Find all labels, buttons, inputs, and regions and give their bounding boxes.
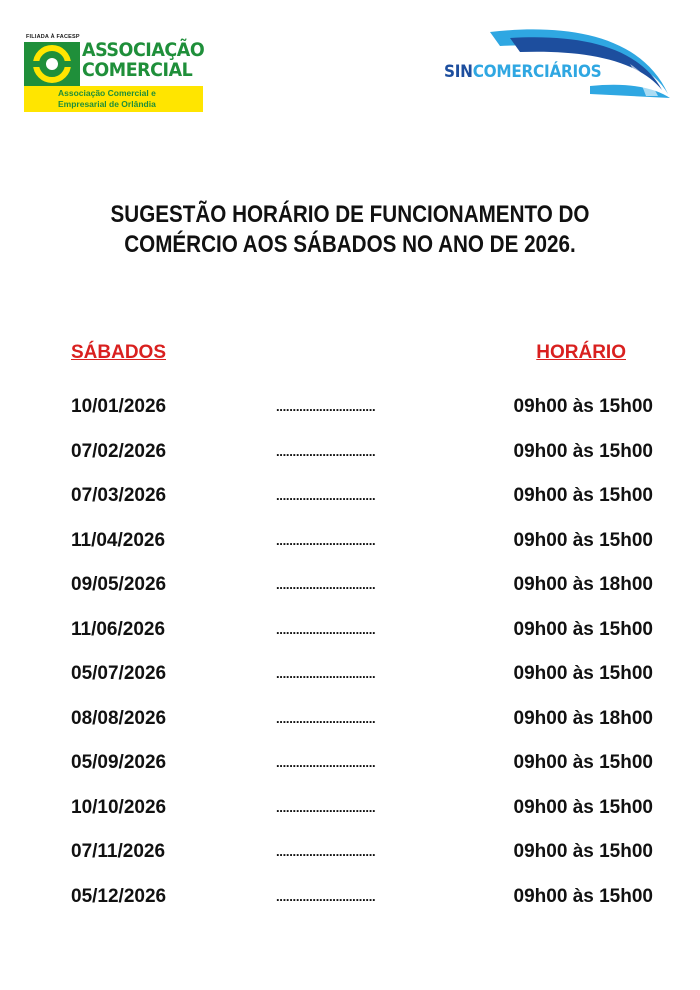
row-dot-leader: .............................. bbox=[276, 488, 376, 503]
row-hours: 09h00 às 15h00 bbox=[513, 396, 653, 417]
schedule-row bbox=[0, 530, 700, 575]
associacao-comercial-logo bbox=[24, 34, 204, 114]
schedule-row bbox=[0, 396, 700, 441]
column-header-horario: HORÁRIO bbox=[536, 342, 626, 363]
schedule-row bbox=[0, 841, 700, 886]
schedule-row bbox=[0, 574, 700, 619]
schedule-row bbox=[0, 752, 700, 797]
row-dot-leader: .............................. bbox=[276, 666, 376, 681]
logo-band-line1: Associação Comercial e bbox=[58, 88, 156, 98]
wordmark-sin: SIN bbox=[444, 62, 473, 82]
row-hours: 09h00 às 15h00 bbox=[513, 841, 653, 862]
logo-name-line2: COMERCIAL bbox=[82, 59, 193, 81]
row-date: 10/10/2026 bbox=[71, 796, 167, 818]
schedule-row bbox=[0, 663, 700, 708]
schedule-row bbox=[0, 886, 700, 931]
row-hours: 09h00 às 15h00 bbox=[513, 618, 653, 640]
row-dot-leader: .............................. bbox=[276, 399, 376, 414]
row-dot-leader: .............................. bbox=[276, 844, 376, 859]
sincomerciarios-logo bbox=[440, 24, 675, 104]
row-date: 11/04/2026 bbox=[71, 529, 166, 551]
page-title bbox=[83, 200, 616, 260]
schedule-row bbox=[0, 708, 700, 753]
logo-filiada-text: FILIADA À FACESP bbox=[26, 34, 80, 40]
row-dot-leader: .............................. bbox=[276, 532, 376, 548]
row-date: 07/02/2026 bbox=[71, 440, 167, 462]
title-line1: SUGESTÃO HORÁRIO DE FUNCIONAMENTO DO bbox=[110, 201, 590, 228]
row-hours: 09h00 às 15h00 bbox=[513, 529, 653, 551]
row-date: 07/11/2026 bbox=[71, 841, 166, 862]
schedule-list bbox=[0, 396, 700, 930]
row-date: 08/08/2026 bbox=[71, 707, 167, 729]
row-hours: 09h00 às 15h00 bbox=[513, 663, 653, 684]
row-dot-leader: .............................. bbox=[276, 755, 376, 770]
wordmark-comerciarios: COMERCIÁRIOS bbox=[472, 62, 602, 82]
sincomerciarios-wordmark bbox=[444, 62, 601, 82]
row-hours: 09h00 às 18h00 bbox=[513, 574, 653, 595]
row-date: 07/03/2026 bbox=[71, 485, 167, 506]
logo-name-line1: ASSOCIAÇÃO bbox=[82, 39, 205, 61]
row-date: 05/07/2026 bbox=[71, 663, 167, 684]
row-dot-leader: .............................. bbox=[276, 621, 376, 637]
logo-name bbox=[82, 40, 204, 80]
row-date: 05/09/2026 bbox=[71, 752, 167, 773]
schedule-row bbox=[0, 485, 700, 530]
title-line2: COMÉRCIO AOS SÁBADOS NO ANO DE 2026. bbox=[124, 231, 576, 258]
logo-emblem-icon bbox=[24, 42, 80, 86]
row-hours: 09h00 às 18h00 bbox=[513, 707, 653, 729]
row-dot-leader: .............................. bbox=[276, 799, 376, 815]
row-hours: 09h00 às 15h00 bbox=[513, 796, 653, 818]
schedule-row bbox=[0, 619, 700, 664]
column-header-sabados: SÁBADOS bbox=[71, 342, 167, 363]
row-hours: 09h00 às 15h00 bbox=[513, 440, 653, 462]
row-date: 10/01/2026 bbox=[71, 396, 167, 417]
row-dot-leader: .............................. bbox=[276, 577, 376, 592]
row-dot-leader: .............................. bbox=[276, 710, 376, 726]
row-dot-leader: .............................. bbox=[276, 888, 376, 904]
row-hours: 09h00 às 15h00 bbox=[513, 485, 653, 506]
row-date: 09/05/2026 bbox=[71, 574, 167, 595]
logo-band-line2: Empresarial de Orlândia bbox=[58, 99, 156, 109]
schedule-row bbox=[0, 797, 700, 842]
logo-yellow-band bbox=[24, 86, 203, 112]
row-hours: 09h00 às 15h00 bbox=[513, 885, 653, 907]
schedule-row bbox=[0, 441, 700, 486]
row-date: 05/12/2026 bbox=[71, 885, 167, 907]
row-dot-leader: .............................. bbox=[276, 443, 376, 459]
row-date: 11/06/2026 bbox=[71, 618, 166, 640]
row-hours: 09h00 às 15h00 bbox=[513, 752, 653, 773]
